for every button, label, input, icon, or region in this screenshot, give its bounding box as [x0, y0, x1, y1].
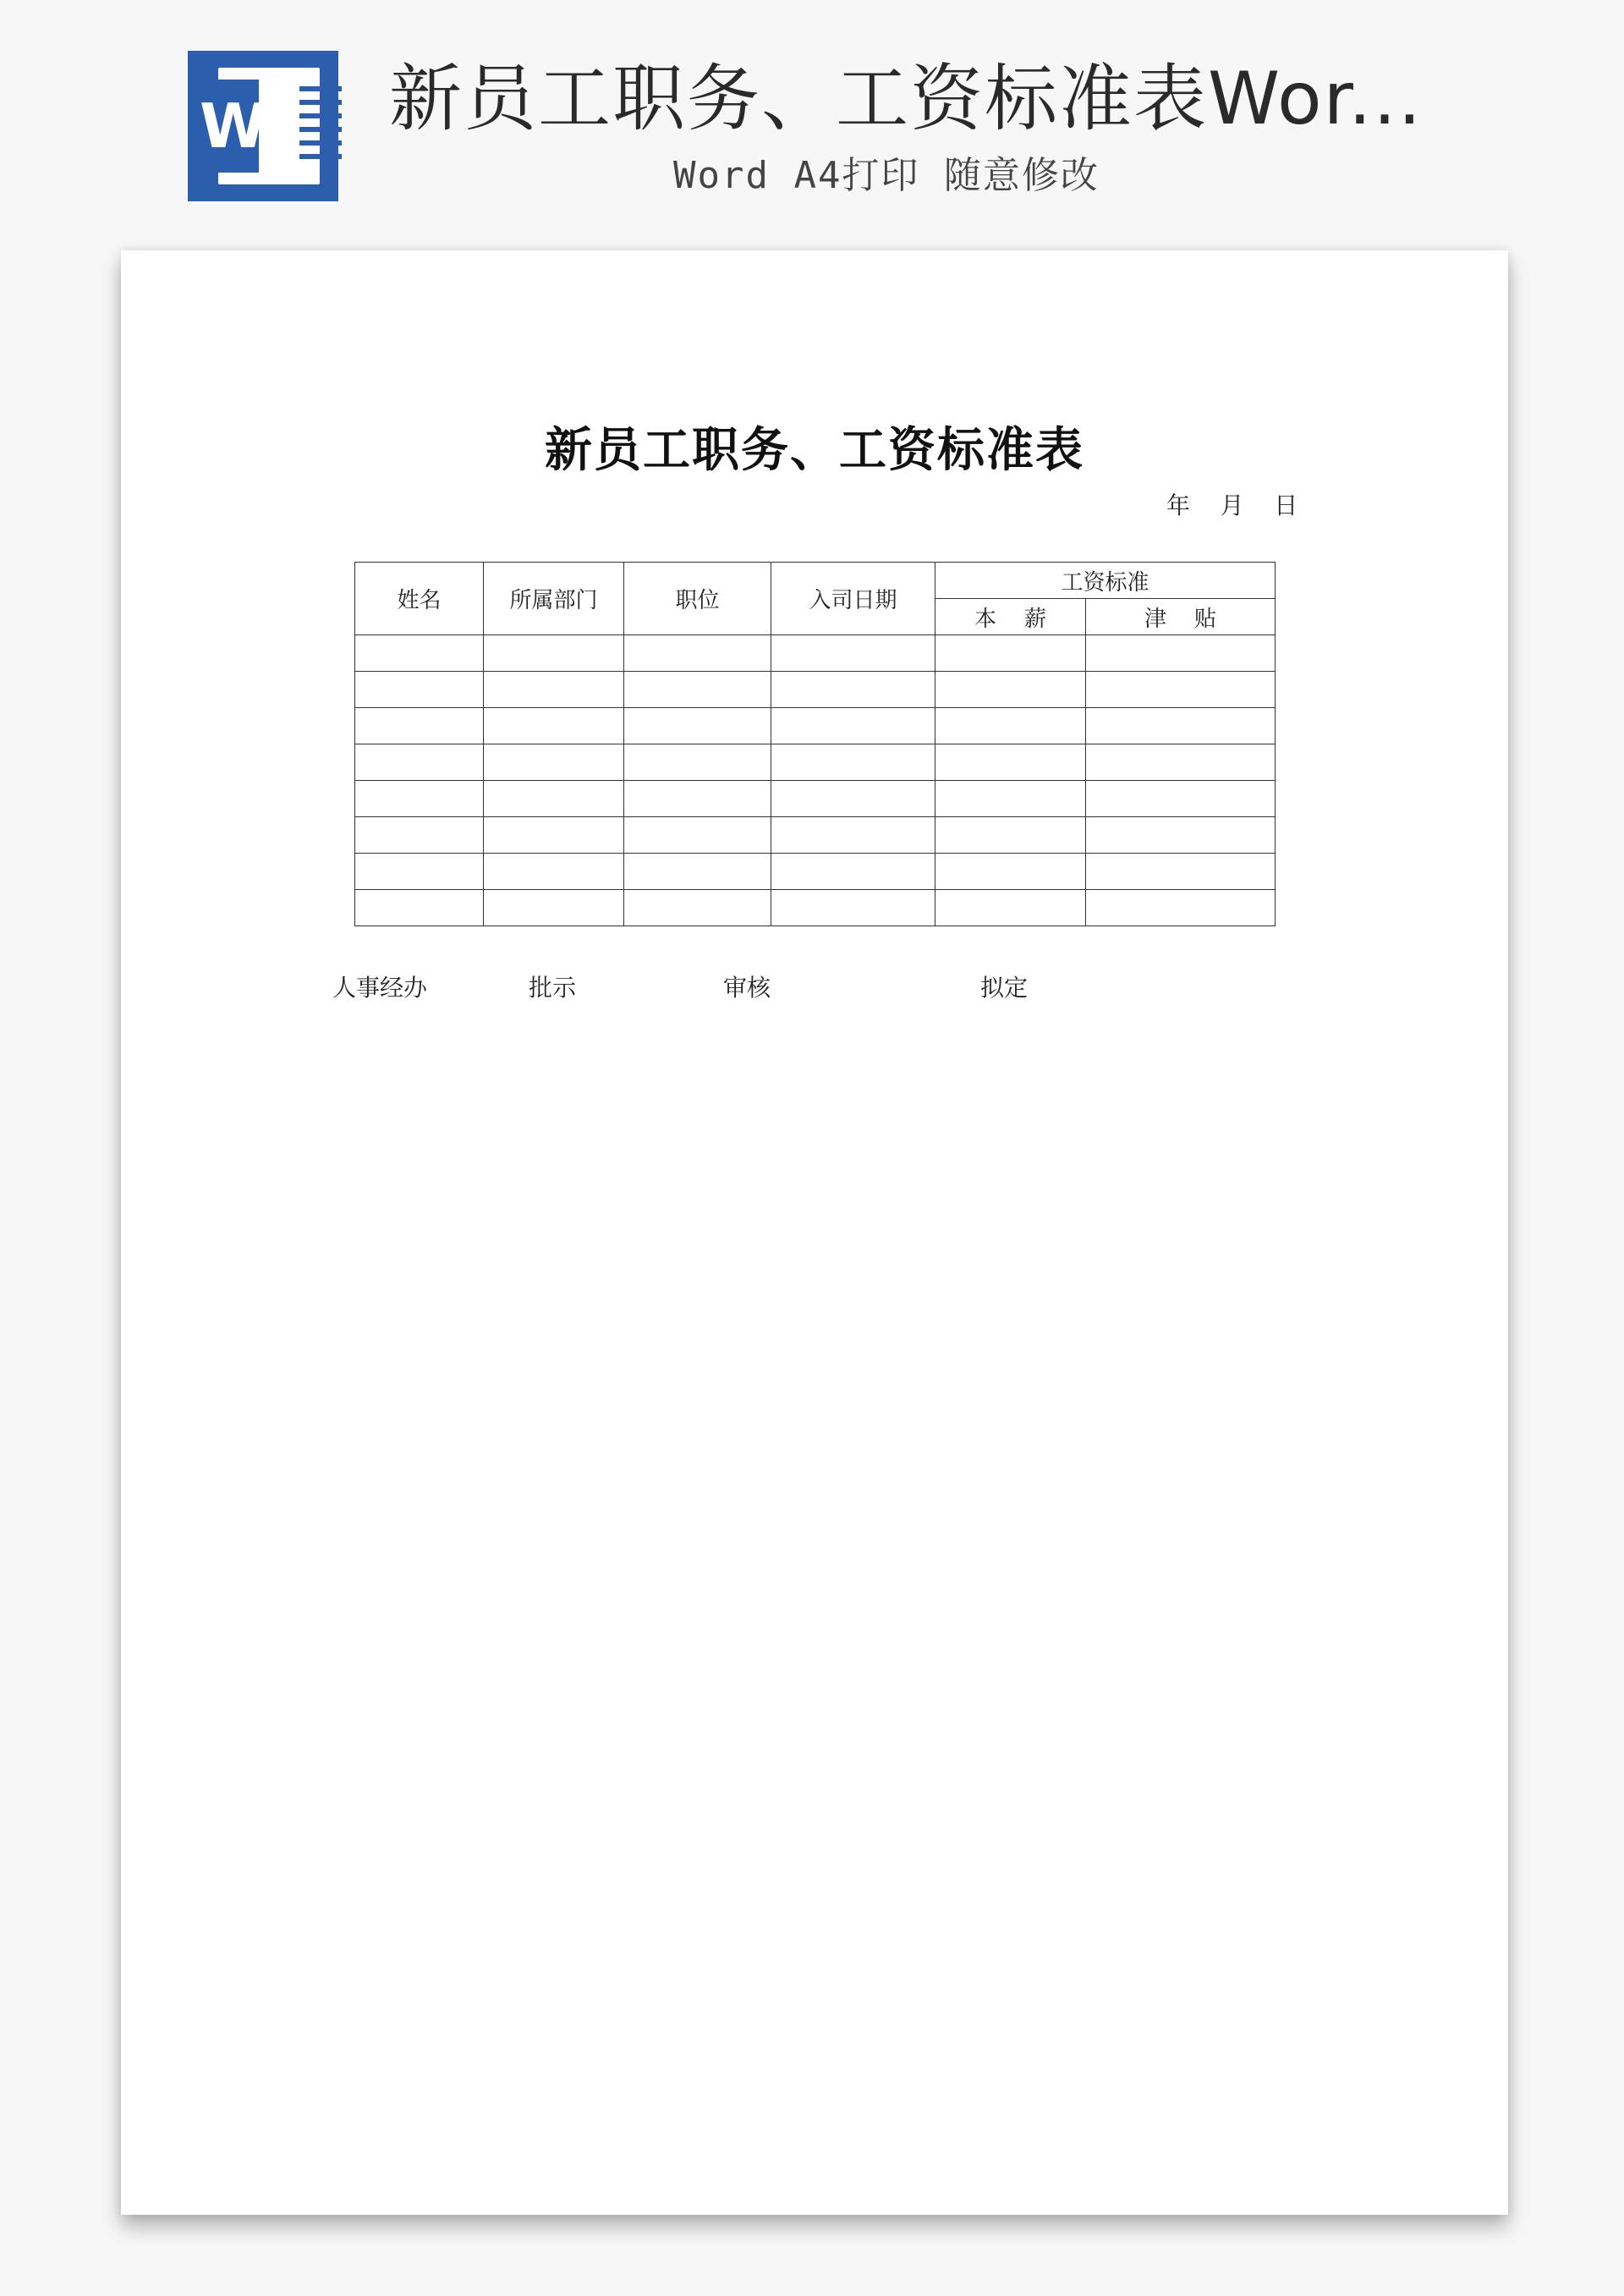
word-logo-letter: W — [200, 91, 267, 162]
table-cell[interactable] — [1086, 890, 1276, 926]
document-title: 新员工职务、工资标准表 — [545, 422, 1084, 478]
table-row — [355, 672, 1276, 708]
header-name: 姓名 — [355, 563, 484, 635]
table-row — [355, 890, 1276, 926]
table-cell[interactable] — [355, 708, 484, 744]
word-doc-line — [299, 154, 342, 159]
table-cell[interactable] — [771, 817, 935, 854]
header-allowance: 津 贴 — [1086, 599, 1276, 635]
table-cell[interactable] — [484, 817, 624, 854]
table-cell[interactable] — [935, 781, 1086, 817]
table-cell[interactable] — [1086, 854, 1276, 890]
header-department: 所属部门 — [484, 563, 624, 635]
table-cell[interactable] — [1086, 744, 1276, 781]
table-cell[interactable] — [355, 817, 484, 854]
table-row — [355, 817, 1276, 854]
word-doc-line — [299, 100, 342, 105]
banner-title: 新员工职务、工资标准表Wor... — [389, 57, 1424, 141]
table-cell[interactable] — [624, 672, 771, 708]
table-cell[interactable] — [935, 890, 1086, 926]
table-cell[interactable] — [624, 890, 771, 926]
table-row — [355, 635, 1276, 672]
table-cell[interactable] — [1086, 708, 1276, 744]
table-cell[interactable] — [355, 635, 484, 672]
date-line: 年 月 日 — [1166, 492, 1298, 519]
document-page — [121, 250, 1508, 2215]
table-row — [355, 854, 1276, 890]
header-salary-group: 工资标准 — [935, 563, 1276, 599]
table-header-row — [355, 563, 1276, 599]
table-cell[interactable] — [484, 781, 624, 817]
table-cell[interactable] — [484, 672, 624, 708]
table-cell[interactable] — [355, 781, 484, 817]
table-cell[interactable] — [935, 854, 1086, 890]
table-cell[interactable] — [484, 890, 624, 926]
table-cell[interactable] — [484, 744, 624, 781]
table-cell[interactable] — [771, 672, 935, 708]
signature-review: 审核 — [723, 974, 771, 1002]
table-cell[interactable] — [935, 817, 1086, 854]
table-cell[interactable] — [355, 890, 484, 926]
table-cell[interactable] — [624, 817, 771, 854]
table-body — [355, 635, 1276, 926]
table-cell[interactable] — [935, 635, 1086, 672]
table-cell[interactable] — [624, 744, 771, 781]
signature-draft: 拟定 — [980, 974, 1029, 1002]
table-cell[interactable] — [935, 708, 1086, 744]
table-cell[interactable] — [1086, 635, 1276, 672]
word-doc-line — [299, 86, 342, 91]
table-cell[interactable] — [1086, 672, 1276, 708]
salary-standard-table — [354, 562, 1276, 926]
table-cell[interactable] — [935, 672, 1086, 708]
header-base-salary: 本 薪 — [935, 599, 1086, 635]
table-cell[interactable] — [624, 781, 771, 817]
table-cell[interactable] — [771, 781, 935, 817]
table-cell[interactable] — [355, 744, 484, 781]
table-cell[interactable] — [624, 635, 771, 672]
signature-hr: 人事经办 — [332, 974, 428, 1002]
signature-approve: 批示 — [529, 974, 577, 1002]
table-cell[interactable] — [484, 708, 624, 744]
table-cell[interactable] — [484, 635, 624, 672]
table-cell[interactable] — [1086, 781, 1276, 817]
page-banner — [0, 0, 1624, 220]
header-join-date: 入司日期 — [771, 563, 935, 635]
table-cell[interactable] — [355, 672, 484, 708]
table-row — [355, 708, 1276, 744]
table-cell[interactable] — [771, 890, 935, 926]
table-row — [355, 744, 1276, 781]
table-cell[interactable] — [771, 635, 935, 672]
word-doc-line — [299, 140, 342, 146]
table-cell[interactable] — [624, 854, 771, 890]
word-doc-line — [299, 113, 342, 118]
banner-subtitle: Word A4打印 随意修改 — [673, 154, 1100, 197]
header-position: 职位 — [624, 563, 771, 635]
table-cell[interactable] — [1086, 817, 1276, 854]
table-cell[interactable] — [355, 854, 484, 890]
word-doc-icon — [188, 51, 338, 201]
table-cell[interactable] — [771, 854, 935, 890]
word-doc-line — [299, 127, 342, 132]
table-row — [355, 781, 1276, 817]
table-cell[interactable] — [484, 854, 624, 890]
table-cell[interactable] — [771, 708, 935, 744]
table-cell[interactable] — [624, 708, 771, 744]
table-cell[interactable] — [771, 744, 935, 781]
table-cell[interactable] — [935, 744, 1086, 781]
